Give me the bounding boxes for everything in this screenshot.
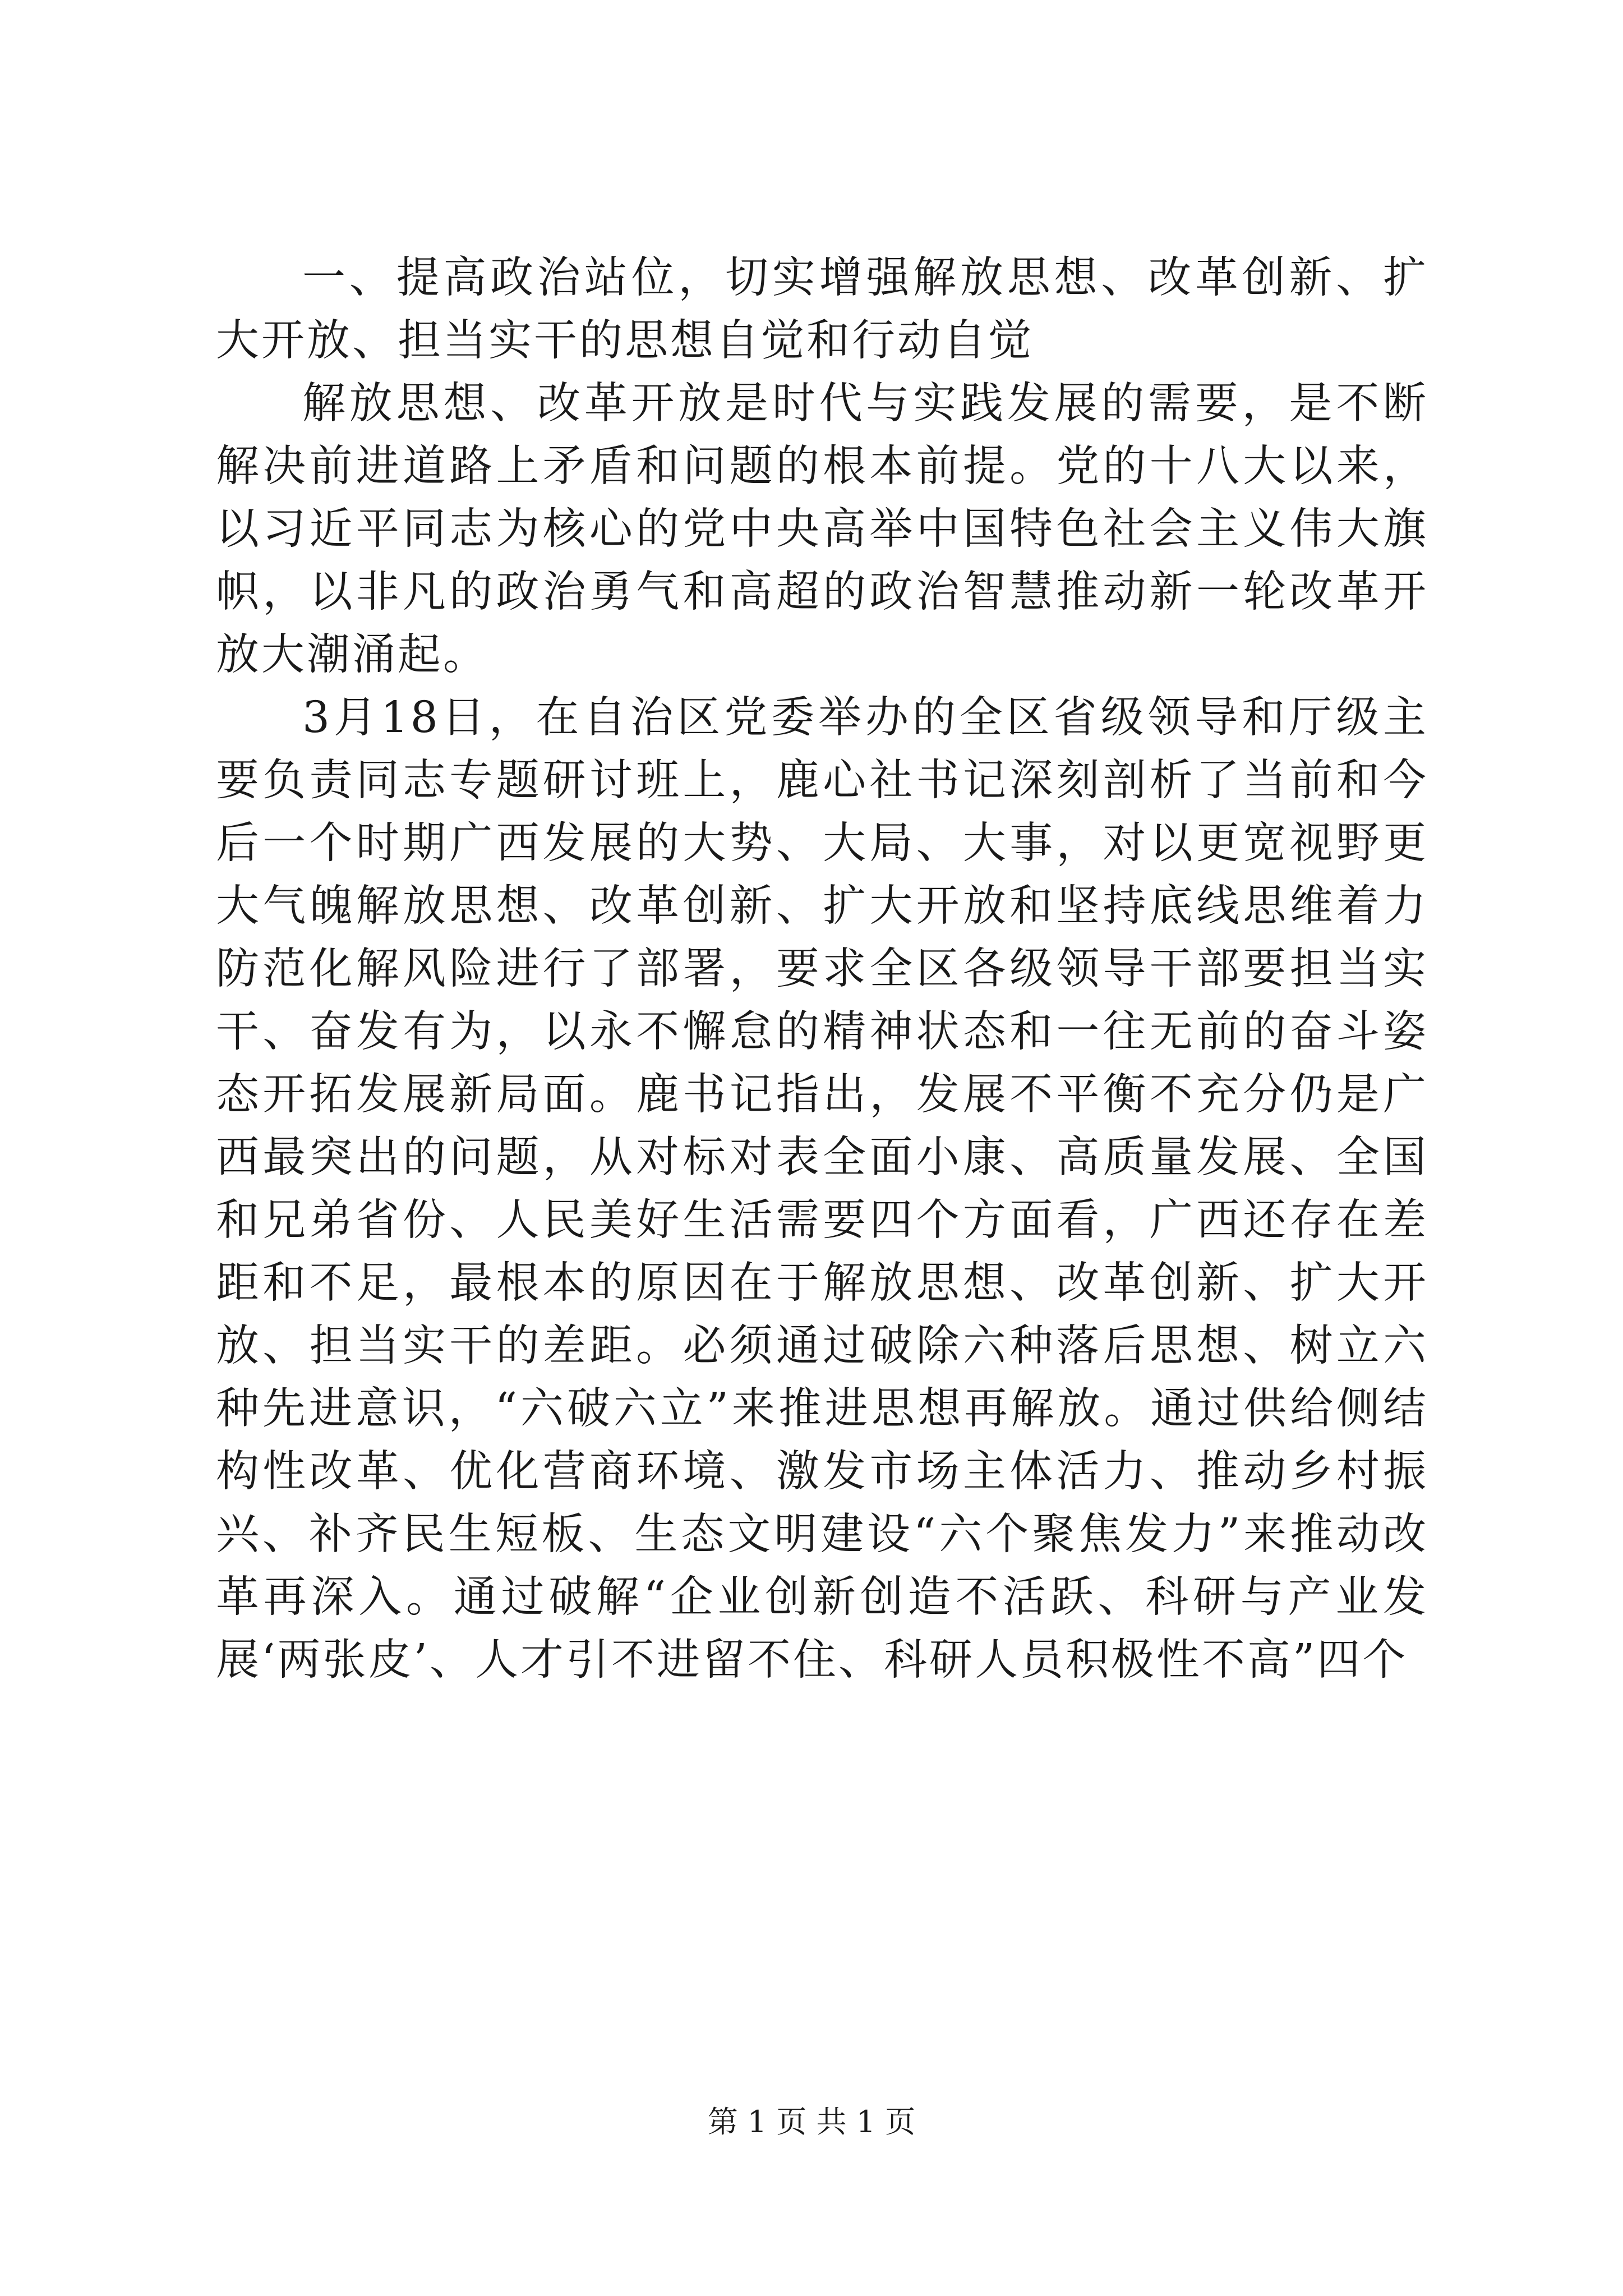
paragraph: 3月18日，在自治区党委举办的全区省级领导和厅级主要负责同志专题研讨班上，鹿心社书记深刻剖析了当前和今后一个时期广西发展的大势、大局、大事，对以更宽视野更大气魄解放思想、改革创新、扩大开放和坚持底线思维着力防范化解风险进行了部署，要求全区各级领导干部要担当实干、奋发有为，以永不懈怠的精神状态和一往无前的奋斗姿态开拓发展新局面。鹿书记指出，发展不平衡不充分仍是广西最突出的问题，从对标对表全面小康、高质量发展、全国和兄弟省份、人民美好生活需要四个方面看，广西还存在差距和不足，最根本的原因在于解放思想、改革创新、扩大开放、担当实干的差距。必须通过破除六种落后思想、树立六种先进意识，“六破六立”来推进思想再解放。通过供给侧结构性改革、优化营商环境、激发市场主体活力、推动乡村振兴、补齐民生短板、生态文明建设“六个聚焦发力”来推动改革再深入。通过破解“企业创新创造不活跃、科研与产业发展‘两张皮’、人才引不进留不住、科研人员积极性不高”四个 (216, 693, 1428, 1685)
section-heading: 一、提高政治站位，切实增强解放思想、改革创新、扩大开放、担当实干的思想自觉和行动自觉 (216, 253, 1428, 366)
document-body (216, 247, 1428, 1692)
paragraph: 解放思想、改革开放是时代与实践发展的需要，是不断解决前进道路上矛盾和问题的根本前提。党的十八大以来，以习近平同志为核心的党中央高举中国特色社会主义伟大旗帜，以非凡的政治勇气和高超的政治智慧推动新一轮改革开放大潮涌起。 (216, 379, 1428, 680)
page-footer: 第 1 页 共 1 页 (707, 2104, 916, 2139)
